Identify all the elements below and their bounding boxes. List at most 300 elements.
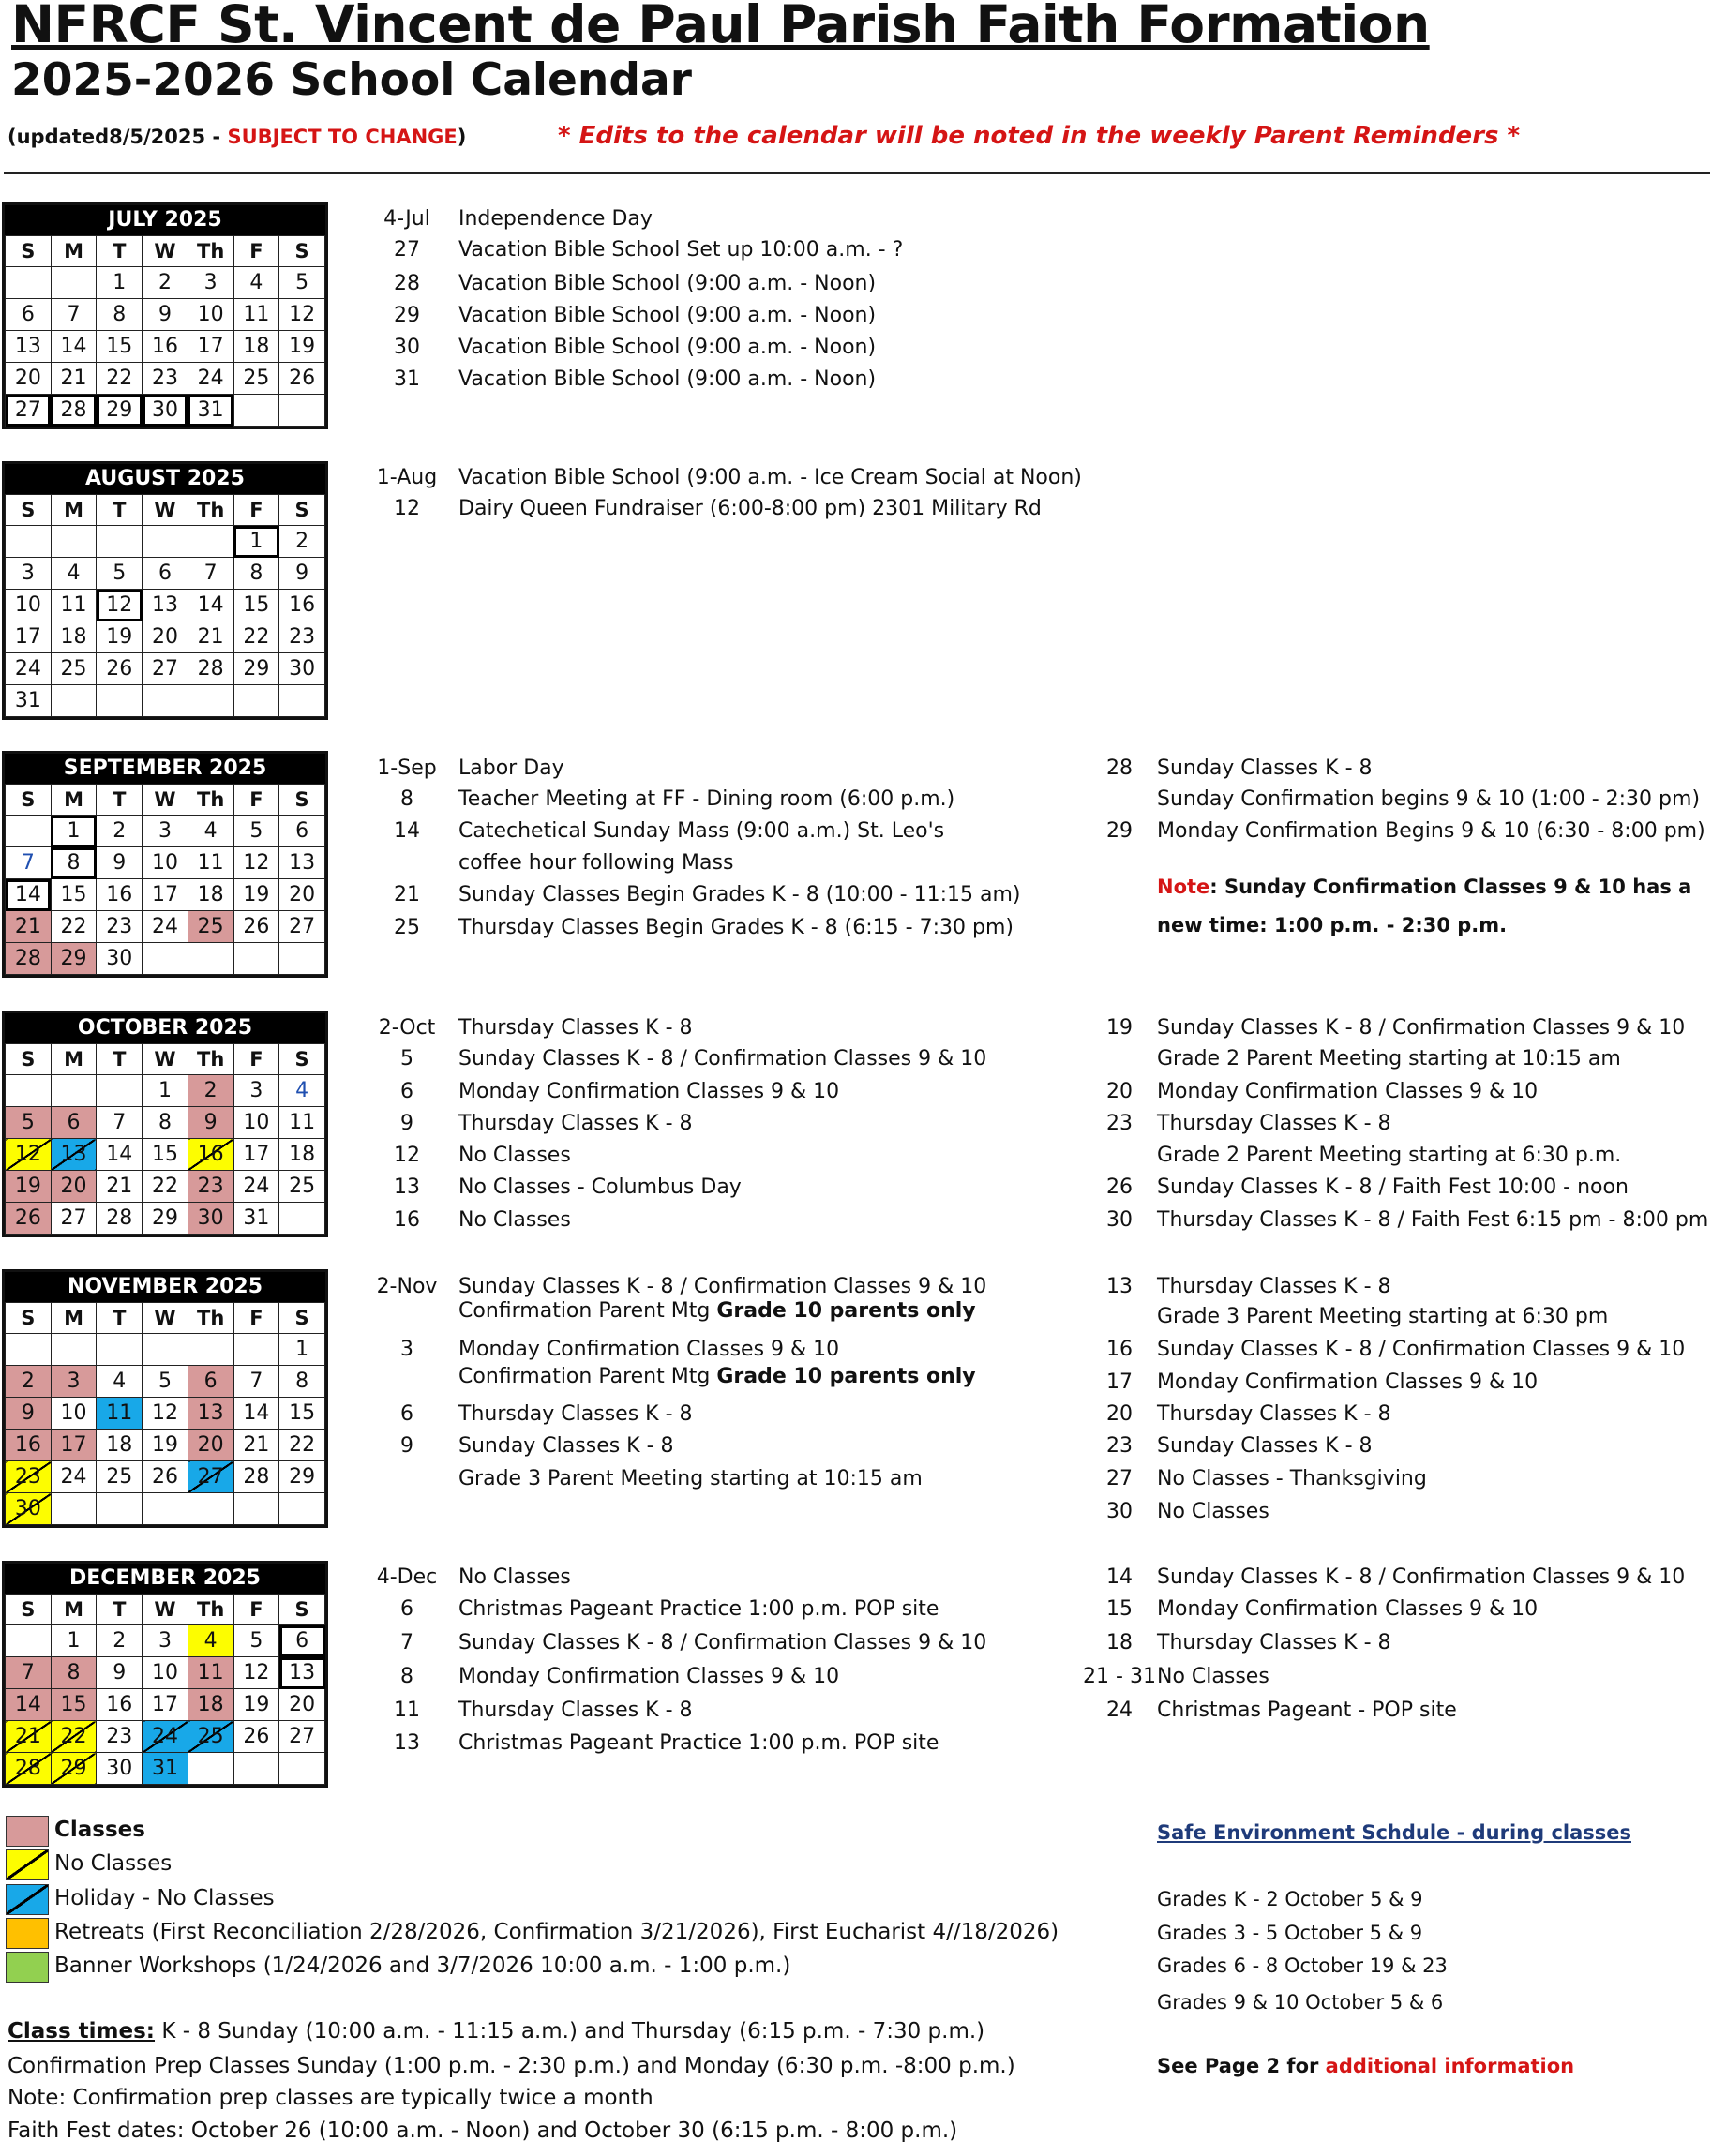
event-description: Vacation Bible School Set up 10:00 a.m. - ?	[458, 238, 904, 262]
legend-swatch	[6, 1884, 49, 1915]
day-cell: 25	[188, 911, 233, 943]
day-cell: 4	[51, 558, 97, 590]
month-title: DECEMBER 2025	[5, 1564, 325, 1594]
event-text	[458, 1631, 986, 1654]
empty-cell	[143, 526, 188, 558]
event-emphasis: Grade 10 parents only	[716, 1299, 976, 1323]
day-cell: 24	[51, 1461, 97, 1493]
week-row	[6, 1075, 325, 1107]
day-cell: 22	[233, 621, 279, 653]
updated-note	[8, 126, 466, 148]
weekday-header: Th	[188, 1303, 233, 1334]
event-date: 25	[394, 916, 420, 939]
class-times-line2: Confirmation Prep Classes Sunday (1:00 p.m. - 2:30 p.m.) and Monday (6:30 p.m. -8:00 p.m.)	[8, 2054, 1015, 2078]
edits-note: * Edits to the calendar will be noted in the weekly Parent Reminders *	[558, 122, 1521, 150]
see-prefix: See Page 2 for	[1157, 2055, 1326, 2077]
day-cell: 22	[143, 1171, 188, 1203]
day-cell: 19	[97, 621, 143, 653]
day-cell: 6	[279, 1625, 325, 1657]
event-date: 9	[400, 1434, 413, 1458]
month-calendar	[2, 1011, 328, 1237]
day-cell: 30	[97, 943, 143, 975]
week-row	[6, 1625, 325, 1657]
weekday-header: F	[233, 785, 279, 816]
empty-cell	[233, 1753, 279, 1785]
weekday-header: S	[6, 236, 52, 267]
day-cell: 20	[51, 1171, 97, 1203]
header-divider	[4, 172, 1710, 174]
weekday-header: Th	[188, 236, 233, 267]
event-date: 13	[1106, 1275, 1133, 1298]
event-date: 30	[1106, 1500, 1133, 1523]
empty-cell	[233, 1493, 279, 1525]
weekday-header: S	[6, 1044, 52, 1075]
weekday-header: T	[97, 1303, 143, 1334]
day-cell: 3	[143, 816, 188, 847]
day-cell: 27	[188, 1461, 233, 1493]
event-description: coffee hour following Mass	[458, 851, 734, 875]
safe-env-item: Grades 6 - 8 October 19 & 23	[1157, 1954, 1448, 1977]
empty-cell	[97, 526, 143, 558]
day-cell: 2	[143, 267, 188, 299]
event-description: Grade 3 Parent Meeting starting at 10:15 am	[458, 1467, 923, 1490]
event-date: 11	[394, 1699, 420, 1722]
event-date: 20	[1106, 1402, 1133, 1426]
empty-cell	[188, 1493, 233, 1525]
event-description: No Classes	[458, 1565, 571, 1589]
day-cell: 19	[279, 331, 325, 363]
event-text	[458, 1434, 674, 1458]
class-times-line3: Note: Confirmation prep classes are typically twice a month	[8, 2086, 653, 2110]
weekday-header: W	[143, 495, 188, 526]
day-cell: 16	[6, 1430, 52, 1461]
week-row	[6, 1657, 325, 1689]
day-cell: 23	[97, 911, 143, 943]
event-description: Confirmation Parent Mtg	[458, 1299, 717, 1323]
event-description: Vacation Bible School (9:00 a.m. - Noon)	[458, 367, 877, 391]
week-row	[6, 621, 325, 653]
month-grid	[5, 1594, 325, 1785]
empty-cell	[188, 685, 233, 717]
day-cell: 8	[143, 1107, 188, 1139]
empty-cell	[188, 943, 233, 975]
day-cell: 17	[143, 879, 188, 911]
event-description: Sunday Classes K - 8 / Confirmation Classes 9 & 10	[1157, 1565, 1686, 1589]
event-text	[458, 1112, 693, 1135]
week-row	[6, 1203, 325, 1235]
event-text	[458, 1175, 742, 1199]
week-row	[6, 1398, 325, 1430]
event-date: 27	[1106, 1467, 1133, 1490]
event-date: 24	[1106, 1699, 1133, 1722]
event-description: No Classes	[1157, 1500, 1269, 1523]
week-row	[6, 1139, 325, 1171]
event-description: Thursday Classes K - 8	[1157, 1631, 1391, 1654]
month-calendar	[2, 461, 328, 720]
week-row	[6, 847, 325, 879]
day-cell: 12	[233, 847, 279, 879]
event-description: Thursday Classes K - 8	[458, 1016, 693, 1040]
event-description: Sunday Classes K - 8 / Confirmation Classes 9 & 10	[458, 1631, 987, 1654]
week-row	[6, 1366, 325, 1398]
month-grid	[5, 1043, 325, 1235]
day-cell: 18	[279, 1139, 325, 1171]
month-title: AUGUST 2025	[5, 464, 325, 494]
day-cell: 13	[188, 1398, 233, 1430]
day-cell: 18	[188, 1689, 233, 1721]
day-cell: 12	[143, 1398, 188, 1430]
legend-swatch	[6, 1918, 49, 1949]
day-cell: 17	[6, 621, 52, 653]
day-cell: 9	[188, 1107, 233, 1139]
updated-suffix: )	[457, 126, 467, 148]
event-date: 26	[1106, 1175, 1133, 1199]
event-description: Vacation Bible School (9:00 a.m. - Noon)	[458, 336, 877, 359]
event-date: 20	[1106, 1080, 1133, 1103]
empty-cell	[233, 685, 279, 717]
event-description: Monday Confirmation Classes 9 & 10	[458, 1080, 840, 1103]
day-cell: 3	[188, 267, 233, 299]
event-date: 27	[394, 238, 420, 262]
day-cell: 18	[97, 1430, 143, 1461]
event-text	[458, 367, 876, 391]
event-text	[458, 851, 733, 875]
event-text	[458, 1299, 976, 1323]
event-date: 4-Dec	[376, 1565, 438, 1589]
event-description: Monday Confirmation Classes 9 & 10	[458, 1338, 840, 1361]
week-row	[6, 1107, 325, 1139]
day-cell: 28	[51, 395, 97, 427]
event-text	[458, 1208, 571, 1232]
event-text	[458, 1597, 939, 1621]
event-date: 1-Sep	[377, 756, 437, 780]
event-date: 6	[400, 1402, 413, 1426]
event-date: 16	[394, 1208, 420, 1232]
empty-cell	[51, 1493, 97, 1525]
day-cell: 19	[143, 1430, 188, 1461]
day-cell: 14	[233, 1398, 279, 1430]
day-cell: 10	[143, 1657, 188, 1689]
weekday-header: S	[6, 785, 52, 816]
event-date: 6	[400, 1080, 413, 1103]
weekday-header: W	[143, 1303, 188, 1334]
empty-cell	[279, 1753, 325, 1785]
day-cell: 29	[279, 1461, 325, 1493]
day-cell: 30	[6, 1493, 52, 1525]
empty-cell	[233, 1334, 279, 1366]
weekday-header: F	[233, 236, 279, 267]
week-row	[6, 1430, 325, 1461]
week-row	[6, 267, 325, 299]
event-date: 23	[1106, 1112, 1133, 1135]
day-cell: 21	[188, 621, 233, 653]
weekday-header: Th	[188, 785, 233, 816]
day-cell: 20	[6, 363, 52, 395]
day-cell: 1	[233, 526, 279, 558]
event-date: 13	[394, 1731, 420, 1755]
weekday-header: S	[279, 236, 325, 267]
day-cell: 24	[143, 911, 188, 943]
event-date: 3	[400, 1338, 413, 1361]
day-cell: 10	[6, 590, 52, 621]
day-cell: 14	[97, 1139, 143, 1171]
month-grid	[5, 235, 325, 427]
empty-cell	[97, 1075, 143, 1107]
day-cell: 15	[233, 590, 279, 621]
weekday-header: M	[51, 236, 97, 267]
weekday-header: T	[97, 236, 143, 267]
week-row	[6, 395, 325, 427]
class-times-k8: K - 8 Sunday (10:00 a.m. - 11:15 a.m.) and Thursday (6:15 p.m. - 7:30 p.m.)	[155, 2019, 985, 2044]
event-date: 4-Jul	[383, 207, 430, 231]
week-row	[6, 590, 325, 621]
day-cell: 1	[143, 1075, 188, 1107]
event-text	[458, 756, 564, 780]
event-description: No Classes - Columbus Day	[458, 1175, 742, 1199]
day-cell: 11	[188, 847, 233, 879]
week-row	[6, 653, 325, 685]
event-text	[458, 1016, 693, 1040]
event-description: Christmas Pageant - POP site	[1157, 1699, 1457, 1722]
class-times-label: Class times:	[8, 2019, 156, 2044]
event-text	[458, 1047, 986, 1071]
empty-cell	[97, 1493, 143, 1525]
event-text	[458, 787, 954, 811]
day-cell: 1	[51, 1625, 97, 1657]
day-cell: 11	[188, 1657, 233, 1689]
month-calendar	[2, 1269, 328, 1528]
day-cell: 12	[97, 590, 143, 621]
page-title: NFRCF St. Vincent de Paul Parish Faith Formation	[11, 0, 1430, 54]
day-cell: 11	[51, 590, 97, 621]
day-cell: 26	[143, 1461, 188, 1493]
event-date: 18	[1106, 1631, 1133, 1654]
day-cell: 30	[279, 653, 325, 685]
day-cell: 17	[188, 331, 233, 363]
day-cell: 27	[51, 1203, 97, 1235]
class-times-line1	[8, 2019, 984, 2044]
day-cell: 19	[233, 879, 279, 911]
event-date: 8	[400, 787, 413, 811]
day-cell: 29	[143, 1203, 188, 1235]
empty-cell	[51, 685, 97, 717]
empty-cell	[6, 816, 52, 847]
weekday-header: M	[51, 1303, 97, 1334]
event-description: Independence Day	[458, 207, 653, 231]
week-row	[6, 879, 325, 911]
event-description: Thursday Classes K - 8	[458, 1699, 693, 1722]
day-cell: 17	[143, 1689, 188, 1721]
event-description: No Classes - Thanksgiving	[1157, 1467, 1427, 1490]
event-description: No Classes	[458, 1208, 571, 1232]
empty-cell	[97, 685, 143, 717]
day-cell: 26	[233, 1721, 279, 1753]
day-cell: 6	[143, 558, 188, 590]
event-description: Sunday Confirmation begins 9 & 10 (1:00 - 2:30 pm)	[1157, 787, 1701, 811]
event-description: Christmas Pageant Practice 1:00 p.m. POP site	[458, 1597, 939, 1621]
see-page-2	[1157, 2055, 1574, 2077]
day-cell: 1	[97, 267, 143, 299]
event-text	[458, 1565, 571, 1589]
day-cell: 25	[188, 1721, 233, 1753]
legend-label: Retreats (First Reconciliation 2/28/2026, Confirmation 3/21/2026), First Eucharist 4//18/2026)	[54, 1920, 1059, 1944]
week-row	[6, 331, 325, 363]
weekday-header: W	[143, 1595, 188, 1625]
event-date: 29	[394, 304, 420, 327]
day-cell: 31	[143, 1753, 188, 1785]
day-cell: 27	[279, 1721, 325, 1753]
event-date: 5	[400, 1047, 413, 1071]
day-cell: 26	[233, 911, 279, 943]
event-date: 9	[400, 1112, 413, 1135]
day-cell: 24	[188, 363, 233, 395]
event-description: Grade 2 Parent Meeting starting at 6:30 p.m.	[1157, 1144, 1622, 1167]
event-description: Sunday Classes K - 8	[458, 1434, 674, 1458]
day-cell: 11	[233, 299, 279, 331]
day-cell: 14	[6, 1689, 52, 1721]
event-description: Thursday Classes K - 8	[1157, 1402, 1391, 1426]
day-cell: 9	[279, 558, 325, 590]
day-cell: 22	[97, 363, 143, 395]
day-cell: 27	[279, 911, 325, 943]
legend-label: Classes	[54, 1818, 145, 1842]
event-description: Sunday Classes K - 8 / Confirmation Classes 9 & 10	[458, 1047, 987, 1071]
week-row	[6, 1753, 325, 1785]
day-cell: 13	[6, 331, 52, 363]
weekday-header: T	[97, 495, 143, 526]
empty-cell	[188, 1753, 233, 1785]
weekday-header: S	[279, 1044, 325, 1075]
legend-label: No Classes	[54, 1851, 173, 1876]
event-text	[458, 1665, 839, 1688]
event-description: Sunday Classes K - 8	[1157, 1434, 1373, 1458]
event-text	[458, 1080, 839, 1103]
event-text	[458, 1467, 923, 1490]
weekday-header: Th	[188, 1595, 233, 1625]
day-cell: 23	[97, 1721, 143, 1753]
month-grid	[5, 494, 325, 717]
page-subtitle: 2025-2026 School Calendar	[11, 54, 692, 106]
empty-cell	[233, 395, 279, 427]
event-date: 6	[400, 1597, 413, 1621]
day-cell: 21	[233, 1430, 279, 1461]
event-description: Monday Confirmation Classes 9 & 10	[1157, 1597, 1539, 1621]
day-cell: 30	[143, 395, 188, 427]
day-cell: 2	[97, 1625, 143, 1657]
week-row	[6, 1334, 325, 1366]
day-cell: 16	[188, 1139, 233, 1171]
empty-cell	[188, 1334, 233, 1366]
legend-swatch	[6, 1816, 49, 1847]
note-colon: :	[1209, 876, 1218, 898]
day-cell: 6	[6, 299, 52, 331]
day-cell: 9	[97, 847, 143, 879]
day-cell: 21	[51, 363, 97, 395]
subject-to-change: SUBJECT TO CHANGE	[227, 126, 458, 148]
day-cell: 5	[279, 267, 325, 299]
empty-cell	[6, 267, 52, 299]
day-cell: 4	[233, 267, 279, 299]
day-cell: 22	[279, 1430, 325, 1461]
day-cell: 9	[6, 1398, 52, 1430]
event-description: Teacher Meeting at FF - Dining room (6:00 p.m.)	[458, 787, 955, 811]
event-description: Thursday Classes K - 8	[458, 1402, 693, 1426]
event-description: Dairy Queen Fundraiser (6:00-8:00 pm) 2301 Military Rd	[458, 497, 1042, 520]
day-cell: 26	[6, 1203, 52, 1235]
event-date: 30	[394, 336, 420, 359]
day-cell: 9	[143, 299, 188, 331]
weekday-header: W	[143, 1044, 188, 1075]
day-cell: 17	[233, 1139, 279, 1171]
week-row	[6, 685, 325, 717]
empty-cell	[279, 395, 325, 427]
day-cell: 5	[97, 558, 143, 590]
note-label: Note	[1157, 876, 1210, 898]
day-cell: 20	[188, 1430, 233, 1461]
weekday-header: S	[279, 785, 325, 816]
day-cell: 28	[6, 1753, 52, 1785]
event-description: Thursday Classes K - 8	[458, 1112, 693, 1135]
safe-env-title[interactable]: Safe Environment Schdule - during classes	[1157, 1821, 1631, 1844]
day-cell: 7	[233, 1366, 279, 1398]
event-date: 29	[1106, 819, 1133, 843]
month-title: JULY 2025	[5, 205, 325, 235]
empty-cell	[51, 526, 97, 558]
day-cell: 29	[51, 943, 97, 975]
weekday-header: Th	[188, 495, 233, 526]
day-cell: 15	[279, 1398, 325, 1430]
event-text	[458, 1731, 939, 1755]
day-cell: 6	[188, 1366, 233, 1398]
event-date: 14	[394, 819, 420, 843]
day-cell: 30	[97, 1753, 143, 1785]
event-text	[458, 497, 1042, 520]
event-description: Sunday Classes K - 8	[1157, 756, 1373, 780]
day-cell: 31	[6, 685, 52, 717]
day-cell: 20	[143, 621, 188, 653]
event-date: 16	[1106, 1338, 1133, 1361]
event-text	[458, 1699, 693, 1722]
empty-cell	[279, 943, 325, 975]
day-cell: 14	[6, 879, 52, 911]
empty-cell	[279, 1493, 325, 1525]
week-row	[6, 911, 325, 943]
weekday-header: T	[97, 785, 143, 816]
empty-cell	[6, 1334, 52, 1366]
day-cell: 3	[233, 1075, 279, 1107]
day-cell: 19	[233, 1689, 279, 1721]
event-description: Sunday Classes Begin Grades K - 8 (10:00 - 11:15 am)	[458, 883, 1021, 906]
day-cell: 26	[97, 653, 143, 685]
day-cell: 31	[188, 395, 233, 427]
sept-note	[1157, 876, 1691, 898]
day-cell: 5	[6, 1107, 52, 1139]
event-date: 30	[1106, 1208, 1133, 1232]
day-cell: 19	[6, 1171, 52, 1203]
day-cell: 16	[143, 331, 188, 363]
day-cell: 18	[233, 331, 279, 363]
event-date: 21	[394, 883, 420, 906]
day-cell: 11	[279, 1107, 325, 1139]
weekday-header: S	[6, 495, 52, 526]
day-cell: 12	[6, 1139, 52, 1171]
day-cell: 2	[279, 526, 325, 558]
empty-cell	[51, 1334, 97, 1366]
event-description: Grade 3 Parent Meeting starting at 6:30 pm	[1157, 1305, 1609, 1328]
day-cell: 24	[6, 653, 52, 685]
empty-cell	[143, 685, 188, 717]
day-cell: 18	[51, 621, 97, 653]
